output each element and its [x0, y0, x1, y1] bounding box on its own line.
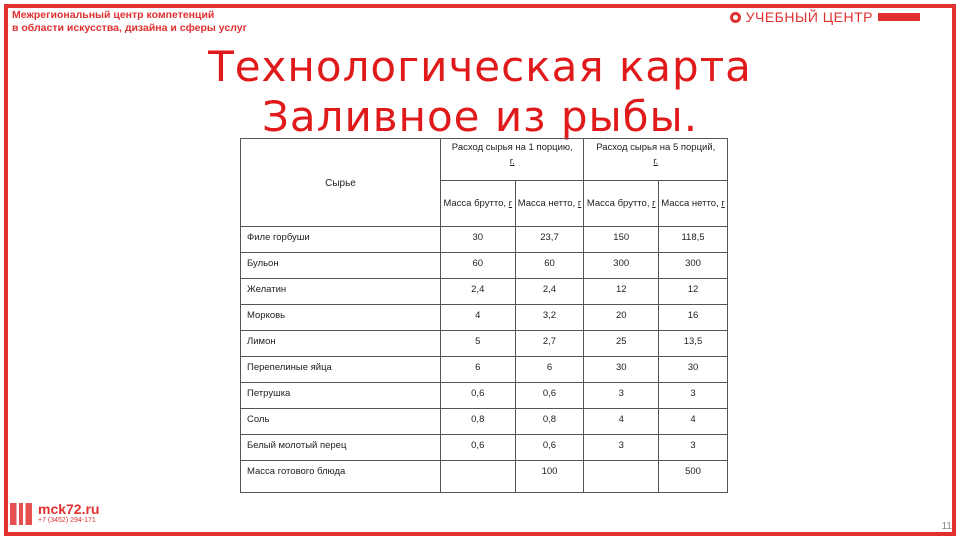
ingredient-name: Желатин: [241, 279, 441, 305]
netto-1: 23,7: [515, 227, 584, 253]
brutto-1: 6: [441, 357, 516, 383]
brand-circle-icon: [730, 12, 741, 23]
header-raw: Сырье: [241, 139, 441, 227]
ingredient-name: Морковь: [241, 305, 441, 331]
netto-1: 0,6: [515, 435, 584, 461]
header-group-1-label: Расход сырья на 1 порцию,: [451, 142, 573, 153]
brand-tag-icon: [878, 13, 920, 21]
brutto-5: 25: [584, 331, 659, 357]
tech-card-table: [240, 138, 728, 493]
netto-1: 3,2: [515, 305, 584, 331]
header-netto-1: [515, 181, 584, 227]
table-row: [241, 435, 728, 461]
netto-1: 6: [515, 357, 584, 383]
unit-label: г: [652, 197, 656, 209]
table-total-row: [241, 461, 728, 493]
brutto-5: 20: [584, 305, 659, 331]
brutto-label: Масса брутто,: [443, 197, 506, 209]
org-name: [12, 9, 247, 35]
table-row: [241, 227, 728, 253]
table-row: [241, 409, 728, 435]
table-header-row: [241, 139, 728, 181]
footer-logo: [10, 502, 99, 525]
total-brutto-5: [584, 461, 659, 493]
header-netto-5: [658, 181, 727, 227]
ingredient-name: Бульон: [241, 253, 441, 279]
brutto-5: 3: [584, 383, 659, 409]
netto-label: Масса нетто,: [661, 197, 719, 209]
netto-5: 118,5: [658, 227, 727, 253]
ingredient-name: Петрушка: [241, 383, 441, 409]
qr-code-icon: [10, 503, 32, 525]
total-netto-1: 100: [515, 461, 584, 493]
brutto-5: 30: [584, 357, 659, 383]
brutto-5: 150: [584, 227, 659, 253]
unit-label: г: [721, 197, 725, 209]
brutto-1: 0,8: [441, 409, 516, 435]
brutto-1: 4: [441, 305, 516, 331]
brand-logo: [730, 9, 920, 25]
netto-5: 13,5: [658, 331, 727, 357]
header-group-5-unit: г.: [653, 156, 659, 167]
header-brutto-5: [584, 181, 659, 227]
unit-label: г: [577, 197, 582, 209]
table-row: [241, 253, 728, 279]
slide-title: [0, 42, 960, 142]
netto-5: 12: [658, 279, 727, 305]
netto-label: Масса нетто,: [517, 197, 576, 209]
total-netto-5: 500: [658, 461, 727, 493]
header-group-5-label: Расход сырья на 5 порций,: [596, 142, 716, 153]
brutto-1: 30: [441, 227, 516, 253]
netto-5: 3: [658, 383, 727, 409]
table-row: [241, 305, 728, 331]
brutto-1: 5: [441, 331, 516, 357]
netto-5: 3: [658, 435, 727, 461]
brutto-1: 60: [441, 253, 516, 279]
footer-phone: +7 (3452) 294-171: [38, 517, 96, 524]
table-row: [241, 279, 728, 305]
table-row: [241, 357, 728, 383]
brutto-1: 2,4: [441, 279, 516, 305]
table-row: [241, 383, 728, 409]
header-group-5: [584, 139, 728, 181]
netto-1: 2,4: [515, 279, 584, 305]
brutto-5: 12: [584, 279, 659, 305]
netto-1: 2,7: [515, 331, 584, 357]
brutto-5: 4: [584, 409, 659, 435]
brutto-1: 0,6: [441, 435, 516, 461]
title-line-2: Заливное из рыбы.: [261, 92, 699, 141]
netto-1: 60: [515, 253, 584, 279]
brutto-label: Масса брутто,: [586, 197, 650, 209]
table-row: [241, 331, 728, 357]
header-group-1: [441, 139, 584, 181]
total-label: Масса готового блюда: [241, 461, 441, 493]
netto-5: 4: [658, 409, 727, 435]
ingredient-name: Соль: [241, 409, 441, 435]
title-line-1: Технологическая карта: [208, 42, 752, 91]
header-brutto-1: [441, 181, 516, 227]
brand-name: УЧЕБНЫЙ ЦЕНТР: [745, 9, 873, 25]
ingredient-name: Филе горбуши: [241, 227, 441, 253]
footer-site: mck72.ru: [38, 501, 100, 517]
total-brutto-1: [441, 461, 516, 493]
header-group-1-unit: г.: [509, 156, 515, 167]
ingredient-name: Лимон: [241, 331, 441, 357]
org-line-1: Межрегиональный центр компетенций: [12, 9, 215, 21]
brutto-5: 3: [584, 435, 659, 461]
page-number: 11: [941, 521, 952, 532]
brutto-5: 300: [584, 253, 659, 279]
ingredient-name: Белый молотый перец: [241, 435, 441, 461]
brutto-1: 0,6: [441, 383, 516, 409]
tech-card-table-container: [240, 138, 728, 498]
netto-5: 300: [658, 253, 727, 279]
unit-label: г: [508, 197, 513, 209]
netto-1: 0,8: [515, 409, 584, 435]
netto-1: 0,6: [515, 383, 584, 409]
ingredient-name: Перепелиные яйца: [241, 357, 441, 383]
netto-5: 30: [658, 357, 727, 383]
netto-5: 16: [658, 305, 727, 331]
org-line-2: в области искусства, дизайна и сферы услуг: [12, 22, 247, 34]
